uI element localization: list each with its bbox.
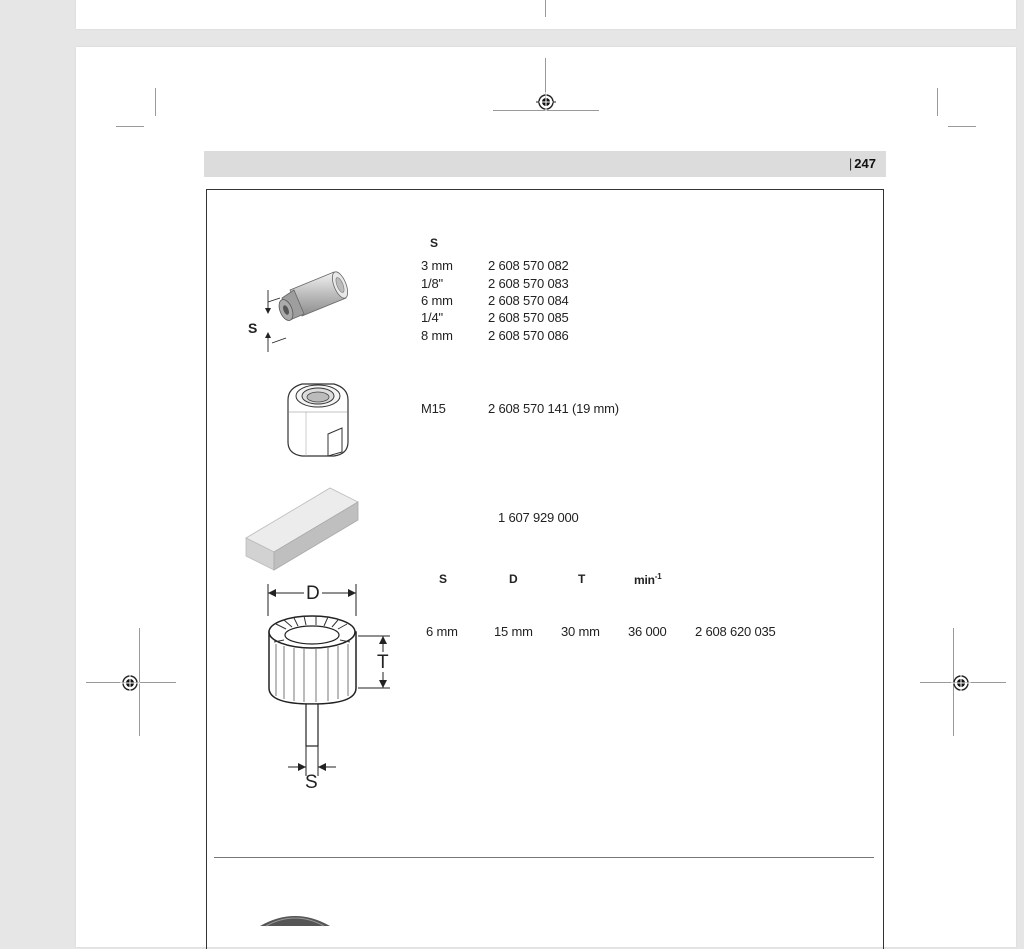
sanding-drum-icon (260, 580, 396, 798)
sleeve-value-rpm: 36 000 (628, 624, 667, 639)
collet-part: 2 608 570 084 (488, 293, 569, 308)
collet-size: 1/4" (421, 310, 443, 325)
crop-mark-tl-h (116, 126, 144, 127)
crop-mark-tr-h (948, 126, 976, 127)
sleeve-header-rpm (634, 572, 661, 587)
sleeve-part-number: 2 608 620 035 (695, 624, 776, 639)
collet-part: 2 608 570 086 (488, 328, 569, 343)
block-icon (244, 486, 360, 572)
sleeve-header-t: T (578, 572, 586, 586)
collet-part: 2 608 570 082 (488, 258, 569, 273)
crop-mark-tr-v (937, 88, 938, 116)
section-divider (214, 857, 874, 858)
collet-size: 3 mm (421, 258, 453, 273)
block-part-number: 1 607 929 000 (498, 510, 579, 525)
registration-mark-left-icon (120, 673, 140, 693)
drum-label-d: D (306, 583, 320, 604)
sleeve-value-t: 30 mm (561, 624, 600, 639)
crop-mark-top-center (545, 0, 546, 17)
nut-thread-label: M15 (421, 401, 446, 416)
sleeve-header-rpm-unit: min (634, 573, 655, 587)
page-header-bar (204, 151, 886, 177)
sleeve-value-s: 6 mm (426, 624, 458, 639)
crop-mark-tl-v (155, 88, 156, 116)
drum-label-s: S (305, 772, 318, 793)
registration-mark-right-icon (951, 673, 971, 693)
collet-size: 8 mm (421, 328, 453, 343)
sleeve-header-rpm-exponent: -1 (654, 572, 662, 581)
previous-page (76, 0, 1016, 29)
collet-size: 1/8" (421, 276, 443, 291)
page-number-value: 247 (854, 156, 876, 171)
collet-icon (246, 268, 356, 358)
sleeve-header-d: D (509, 572, 518, 586)
nut-part-number: 2 608 570 141 (19 mm) (488, 401, 619, 416)
sleeve-header-s: S (439, 572, 447, 586)
collet-diagram-label: S (248, 320, 258, 336)
clamping-nut-icon (282, 380, 354, 460)
collet-part: 2 608 570 085 (488, 310, 569, 325)
registration-mark-top-icon (536, 92, 556, 112)
page-number (849, 156, 876, 171)
next-product-icon (258, 912, 332, 926)
page-number-separator: | (848, 156, 853, 171)
sleeve-value-d: 15 mm (494, 624, 533, 639)
collet-part: 2 608 570 083 (488, 276, 569, 291)
drum-label-t: T (377, 652, 389, 673)
collet-size: 6 mm (421, 293, 453, 308)
collet-header-s: S (430, 236, 438, 250)
